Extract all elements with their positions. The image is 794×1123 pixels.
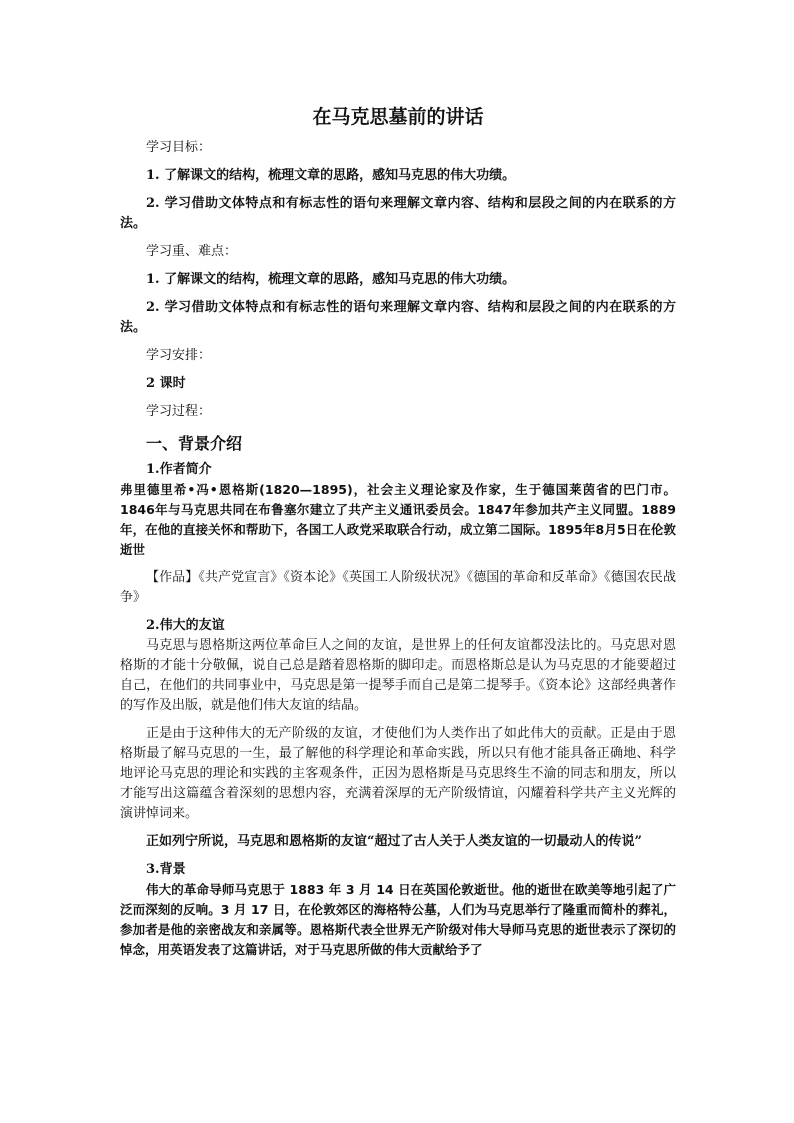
friendship-paragraph-1: 马克思与恩格斯这两位革命巨人之间的友谊，是世界上的任何友谊都没法比的。马克思对恩格斯的才能十分敬佩，说自己总是踏着恩格斯的脚印走。而恩格斯总是认为马克思的才能要超过自己，在他们的共同事业中，马克思是第一提琴手而自己是第二提琴手。《资本论》这部经典著作的写作及出版，就是他们伟大友谊的结晶。 <box>120 638 676 713</box>
background-paragraph: 伟大的革命导师马克思于 1883 年 3 月 14 日在英国伦敦逝世。他的逝世在欧美等地引起了广泛而深刻的反响。3 月 17 日，在伦敦郊区的海格特公墓，人们为马克思举行了隆重而简朴的葬礼，参加者是他的亲密战友和亲属等。恩格斯代表全世界无产阶级对伟大导师马克思的逝世表示了深切的悼念，用英语发表了这篇讲话，对于马克思所做的伟大贡献给予了 <box>120 882 676 957</box>
section-heading-background: 一、背景介绍 <box>146 434 243 453</box>
schedule-label: 学习安排： <box>146 348 212 363</box>
key-point-item-2: 2. 学习借助文体特点和有标志性的语句来理解文章内容、结构和层段之间的内在联系的方法。 <box>120 300 676 335</box>
schedule-value: 2 课时 <box>146 376 186 391</box>
key-point-item-1: 1. 了解课文的结构，梳理文章的思路，感知马克思的伟大功绩。 <box>146 272 516 287</box>
goal-item-2: 2. 学习借助文体特点和有标志性的语句来理解文章内容、结构和层段之间的内在联系的方法。 <box>120 196 676 231</box>
page-title: 在马克思墓前的讲话 <box>312 106 484 128</box>
subheading-author: 1.作者简介 <box>146 462 212 477</box>
subheading-background: 3.背景 <box>146 862 186 877</box>
friendship-paragraph-3: 正如列宁所说，马克思和恩格斯的友谊“超过了古人关于人类友谊的一切最动人的传说” <box>146 834 642 849</box>
document-body <box>120 96 676 960</box>
author-paragraph: 弗里德里希•冯•恩格斯(1820—1895)，社会主义理论家及作家，生于德国莱茵省的巴门市。1846年与马克思共同在布鲁塞尔建立了共产主义通讯委员会。1847年参加共产主义同盟。1889年，在他的直接关怀和帮助下，各国工人政党采取联合行动，成立第二国际。1895年8月5日在伦敦逝世 <box>120 482 676 557</box>
process-label: 学习过程： <box>146 404 212 419</box>
works-paragraph: 【作品】《共产党宣言》《资本论》《英国工人阶级状况》《德国的革命和反革命》《德国农民战争》 <box>120 570 676 605</box>
key-points-label: 学习重、难点： <box>146 244 238 259</box>
subheading-friendship: 2.伟大的友谊 <box>146 618 225 633</box>
goals-label: 学习目标： <box>146 140 212 155</box>
friendship-paragraph-2: 正是由于这种伟大的无产阶级的友谊，才使他们为人类作出了如此伟大的贡献。正是由于恩格斯最了解马克思的一生，最了解他的科学理论和革命实践，所以只有他才能具备正确地、科学地评论马克思的理论和实践的主客观条件，正因为恩格斯是马克思终生不渝的同志和朋友，所以才能写出这篇蕴含着深刻的思想内容，充满着深厚的无产阶级情谊，闪耀着科学共产主义光辉的演讲悼词来。 <box>120 726 676 821</box>
goal-item-1: 1. 了解课文的结构，梳理文章的思路，感知马克思的伟大功绩。 <box>146 168 516 183</box>
